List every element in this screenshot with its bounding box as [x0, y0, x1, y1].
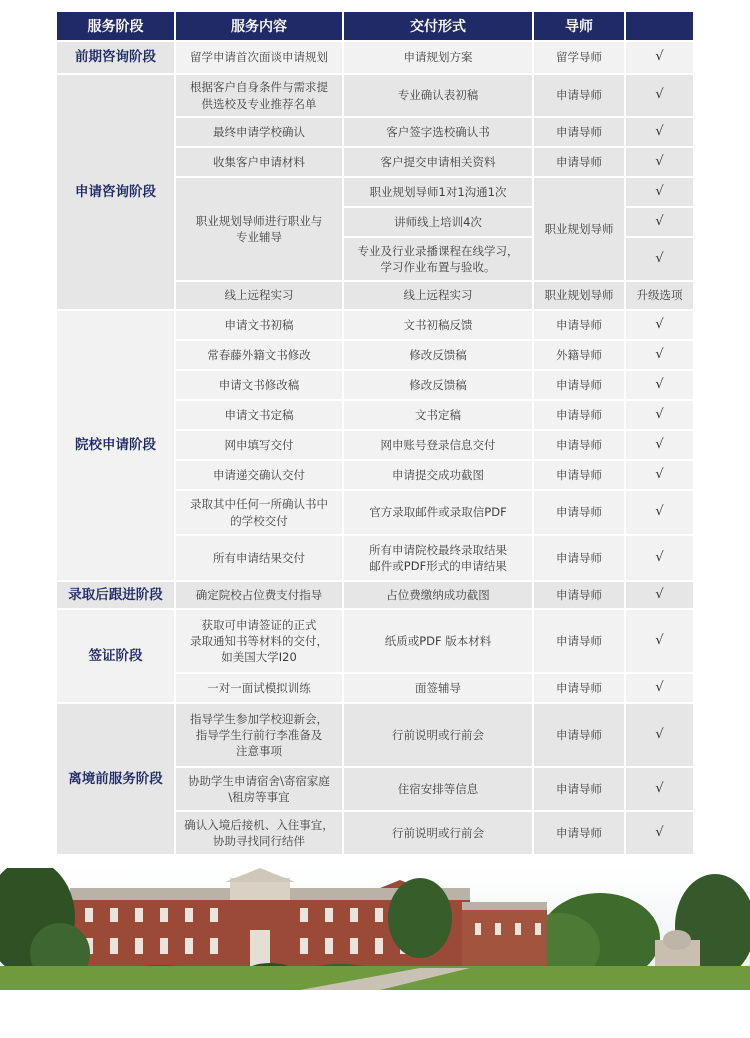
- check-icon: √: [626, 812, 693, 854]
- delivery-cell: 修改反馈稿: [344, 341, 532, 369]
- check-icon: √: [626, 461, 693, 489]
- mentor-cell: 申请导师: [534, 461, 624, 489]
- stage-label: 离境前服务阶段: [57, 704, 174, 854]
- stage-label: 院校申请阶段: [57, 311, 174, 580]
- delivery-cell: 客户提交申请相关资料: [344, 148, 532, 176]
- stage-label: 签证阶段: [57, 610, 174, 702]
- table-header-row: [57, 12, 693, 40]
- mentor-cell: 申请导师: [534, 491, 624, 534]
- delivery-cell: 线上远程实习: [344, 282, 532, 309]
- mentor-cell: 申请导师: [534, 75, 624, 116]
- delivery-cell: 专业及行业录播课程在线学习， 学习作业布置与验收。: [344, 238, 532, 280]
- check-icon: √: [626, 674, 693, 702]
- check-icon: √: [626, 118, 693, 146]
- check-icon: √: [626, 341, 693, 369]
- check-icon: √: [626, 371, 693, 399]
- check-icon: √: [626, 75, 693, 116]
- delivery-cell: 客户签字选校确认书: [344, 118, 532, 146]
- mentor-cell: 申请导师: [534, 536, 624, 580]
- delivery-cell: 纸质或PDF 版本材料: [344, 610, 532, 672]
- mentor-cell: 职业规划导师: [534, 282, 624, 309]
- mentor-cell: 外籍导师: [534, 341, 624, 369]
- table-row: [57, 704, 693, 766]
- content-cell: 申请文书定稿: [176, 401, 342, 429]
- mentor-cell: 申请导师: [534, 118, 624, 146]
- content-cell: 最终申请学校确认: [176, 118, 342, 146]
- content-cell: 确定院校占位费支付指导: [176, 582, 342, 608]
- header-stage: 服务阶段: [57, 12, 174, 40]
- mentor-cell: 申请导师: [534, 610, 624, 672]
- mentor-cell: 申请导师: [534, 401, 624, 429]
- mentor-cell: 职业规划导师: [534, 178, 624, 280]
- mentor-cell: 申请导师: [534, 768, 624, 810]
- header-delivery: 交付形式: [344, 12, 532, 40]
- check-icon: √: [626, 208, 693, 236]
- delivery-cell: 住宿安排等信息: [344, 768, 532, 810]
- delivery-cell: 讲师线上培训4次: [344, 208, 532, 236]
- check-icon: √: [626, 238, 693, 280]
- content-cell: 留学申请首次面谈申请规划: [176, 42, 342, 73]
- content-cell: 线上远程实习: [176, 282, 342, 309]
- delivery-cell: 职业规划导师1对1沟通1次: [344, 178, 532, 206]
- stage-label: 前期咨询阶段: [57, 42, 174, 73]
- delivery-cell: 面签辅导: [344, 674, 532, 702]
- table-row: [57, 75, 693, 116]
- stage-label: 录取后跟进阶段: [57, 582, 174, 608]
- delivery-cell: 官方录取邮件或录取信PDF: [344, 491, 532, 534]
- delivery-cell: 申请规划方案: [344, 42, 532, 73]
- check-icon: √: [626, 491, 693, 534]
- content-cell: 职业规划导师进行职业与 专业辅导: [176, 178, 342, 280]
- delivery-cell: 申请提交成功截图: [344, 461, 532, 489]
- content-cell: 获取可申请签证的正式 录取通知书等材料的交付， 如美国大学I20: [176, 610, 342, 672]
- content-cell: 根据客户自身条件与需求提 供选校及专业推荐名单: [176, 75, 342, 116]
- content-cell: 收集客户申请材料: [176, 148, 342, 176]
- check-icon: √: [626, 536, 693, 580]
- content-cell: 申请递交确认交付: [176, 461, 342, 489]
- header-mentor: 导师: [534, 12, 624, 40]
- check-icon: √: [626, 148, 693, 176]
- campus-building-photo: [0, 868, 750, 990]
- check-icon: √: [626, 401, 693, 429]
- content-cell: 一对一面试模拟训练: [176, 674, 342, 702]
- check-icon: √: [626, 610, 693, 672]
- mentor-cell: 留学导师: [534, 42, 624, 73]
- mentor-cell: 申请导师: [534, 582, 624, 608]
- check-icon: √: [626, 768, 693, 810]
- check-icon: √: [626, 704, 693, 766]
- mentor-cell: 申请导师: [534, 812, 624, 854]
- header-content: 服务内容: [176, 12, 342, 40]
- delivery-cell: 文书初稿反馈: [344, 311, 532, 339]
- check-icon: √: [626, 582, 693, 608]
- check-icon: √: [626, 311, 693, 339]
- content-cell: 常春藤外籍文书修改: [176, 341, 342, 369]
- content-cell: 协助学生申请宿舍\寄宿家庭 \租房等事宜: [176, 768, 342, 810]
- delivery-cell: 文书定稿: [344, 401, 532, 429]
- delivery-cell: 所有申请院校最终录取结果 邮件或PDF形式的申请结果: [344, 536, 532, 580]
- delivery-cell: 修改反馈稿: [344, 371, 532, 399]
- content-cell: 申请文书初稿: [176, 311, 342, 339]
- mentor-cell: 申请导师: [534, 148, 624, 176]
- delivery-cell: 行前说明或行前会: [344, 704, 532, 766]
- content-cell: 所有申请结果交付: [176, 536, 342, 580]
- content-cell: 指导学生参加学校迎新会， 指导学生行前行李准备及 注意事项: [176, 704, 342, 766]
- content-cell: 网申填写交付: [176, 431, 342, 459]
- delivery-cell: 专业确认表初稿: [344, 75, 532, 116]
- upgrade-option-label: 升级选项: [626, 282, 693, 309]
- check-icon: √: [626, 431, 693, 459]
- mentor-cell: 申请导师: [534, 371, 624, 399]
- content-cell: 申请文书修改稿: [176, 371, 342, 399]
- service-table: [55, 10, 695, 856]
- table-row: [57, 311, 693, 339]
- delivery-cell: 行前说明或行前会: [344, 812, 532, 854]
- mentor-cell: 申请导师: [534, 704, 624, 766]
- check-icon: √: [626, 42, 693, 73]
- mentor-cell: 申请导师: [534, 674, 624, 702]
- table-row: [57, 610, 693, 672]
- mentor-cell: 申请导师: [534, 431, 624, 459]
- table-row: [57, 42, 693, 73]
- check-icon: √: [626, 178, 693, 206]
- delivery-cell: 占位费缴纳成功截图: [344, 582, 532, 608]
- stage-label: 申请咨询阶段: [57, 75, 174, 309]
- delivery-cell: 网申账号登录信息交付: [344, 431, 532, 459]
- mentor-cell: 申请导师: [534, 311, 624, 339]
- table-row: [57, 582, 693, 608]
- content-cell: 确认入境后接机、入住事宜， 协助寻找同行结伴: [176, 812, 342, 854]
- header-check: [626, 12, 693, 40]
- content-cell: 录取其中任何一所确认书中 的学校交付: [176, 491, 342, 534]
